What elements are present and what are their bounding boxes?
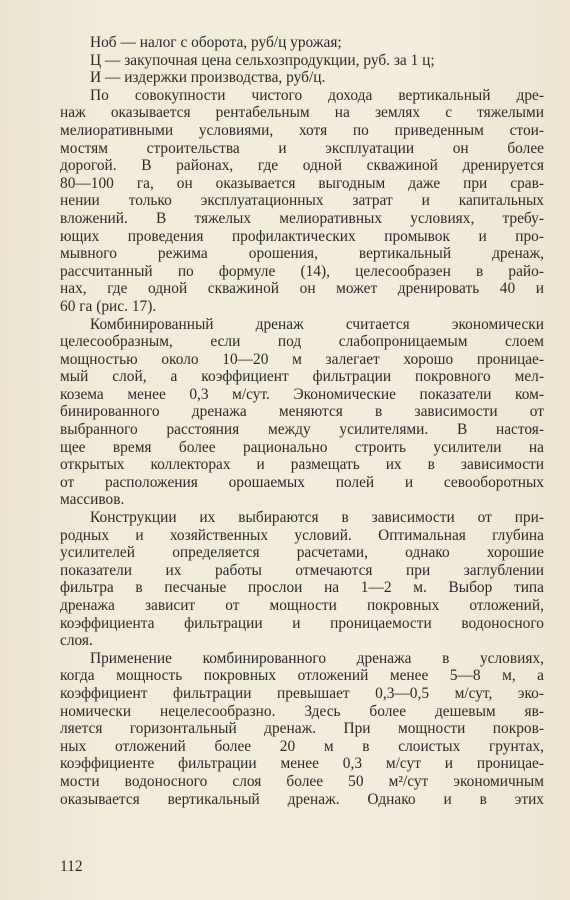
text-line: когда мощность покровных отложений менее 5—8 м, а [60,667,544,685]
text-line: родных и хозяйственных условий. Оптимальная глубина [60,526,544,544]
page-number: 112 [60,858,83,875]
text-line: ляется горизонтальный дренаж. При мощности покров- [60,720,544,738]
text-line: щее время более рационально строить усилители на [60,438,544,456]
text-line: коэффициент фильтрации превышает 0,3—0,5 м/сут, эко- [60,684,544,702]
text-line: выбранного расстояния между усилителями. В настоя- [60,421,544,439]
text-line: номически нецелесообразно. Здесь более дешевым яв- [60,702,544,720]
text-line: коэффициента фильтрации и проницаемости водоносного [60,614,544,632]
text-line: По совокупности чистого дохода вертикальный дре- [90,86,544,104]
body-text [60,34,544,808]
text-line: коэффициенте фильтрации менее 0,3 м/сут и проницае- [60,755,544,773]
text-line: вложений. В тяжелых мелиоративных условиях, требу- [60,209,544,227]
text-line: Применение комбинированного дренажа в условиях, [90,649,544,667]
text-line: от расположения орошаемых полей и севооборотных [60,473,544,491]
text-line: мости водоносного слоя более 50 м²/сут экономичным [60,772,544,790]
text-line: Hоб — налог с оборота, руб/ц урожая; [90,34,342,51]
text-line: мывного режима орошения, вертикальный дренаж, [60,245,544,263]
text-line: козема менее 0,3 м/сут. Экономические показатели ком- [60,385,544,403]
text-line: целесообразным, если под слабопроницаемым слоем [60,333,544,351]
text-line: массивов. [60,491,125,509]
text-line: Комбинированный дренаж считается экономически [90,315,544,333]
text-line: нении только эксплуатационных затрат и капитальных [60,192,544,210]
text-line: 80—100 га, он оказывается выгодным даже при срав- [60,174,544,192]
text-line: мелиоративными условиями, хотя по приведенным стои- [60,121,544,139]
text-line: ных отложений более 20 м в слоистых грунтах, [60,737,544,755]
text-line: оказывается вертикальный дренаж. Однако и в этих [60,790,544,808]
text-line: слоя. [60,632,93,650]
text-line: ющих проведения профилактических промывок и про- [60,227,544,245]
text-line: показатели их работы отмечаются при заглублении [60,561,544,579]
text-line: Ц — закупочная цена сельхозпродукции, руб. за 1 ц; [90,51,435,69]
text-line: дорогой. В районах, где одной скважиной дренируется [60,157,544,175]
text-line: 60 га (рис. 17). [60,297,157,315]
text-line: мый слой, а коэффициент фильтрации покровного мел- [60,368,544,386]
text-line: нах, где одной скважиной он может дренировать 40 и [60,280,544,298]
text-line: И — издержки производства, руб/ц. [90,69,326,87]
text-line: усилителей определяется расчетами, однако хорошие [60,544,544,562]
text-line: открытых коллекторах и размещать их в зависимости [60,456,544,474]
text-line: Конструкции их выбираются в зависимости от при- [90,509,544,527]
text-line: наж оказывается рентабельным на землях с тяжелыми [60,104,544,122]
text-line: рассчитанный по формуле (14), целесообразен в райо- [60,262,544,280]
text-line: дренажа зависит от мощности покровных отложений, [60,597,544,614]
text-line: бинированного дренажа меняются в зависимости от [60,403,544,421]
text-line: мощностью около 10—20 м залегает хорошо проницае- [60,350,544,368]
text-line: фильтра в песчаные прослои на 1—2 м. Выбор типа [60,579,544,597]
text-line: мостям строительства и эксплуатации он более [60,139,544,157]
